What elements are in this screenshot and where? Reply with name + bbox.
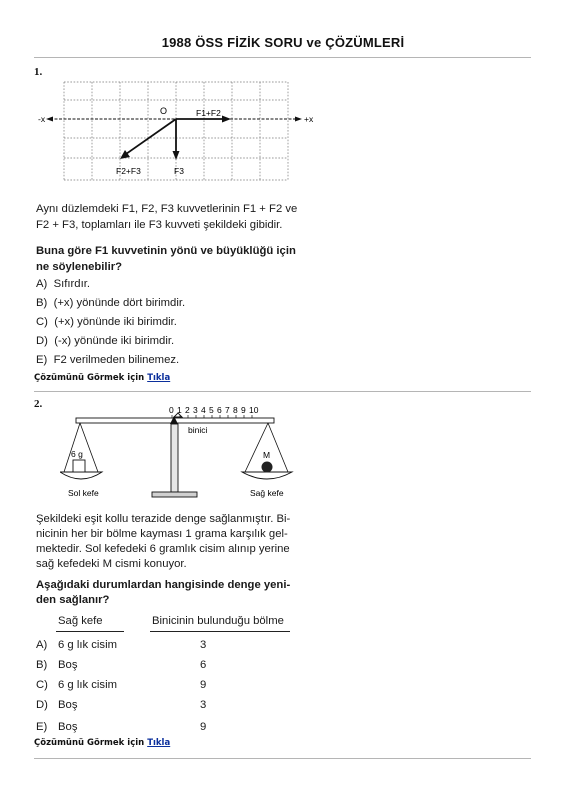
page-title: 1988 ÖSS FİZİK SORU ve ÇÖZÜMLERİ (161, 35, 405, 50)
axis-right-arrow (295, 117, 302, 122)
q2-solution-line (34, 738, 170, 748)
left-pan (60, 472, 102, 479)
svg-text:9: 9 (241, 405, 246, 415)
vector-f3-head (173, 151, 180, 160)
q2-option-c: C) (36, 679, 48, 691)
q1-option-a: A) Sıfırdır. (36, 278, 90, 290)
q2-option-b-pan: Boş (58, 659, 78, 671)
rider-label: binici (188, 425, 208, 435)
q2-question-line-2: den sağlanır? (36, 594, 110, 606)
solution-prefix: Çözümünü Görmek için (34, 373, 145, 383)
label-f2f3: F2+F3 (116, 166, 141, 176)
q2-option-c-pan: 6 g lık cisim (58, 679, 118, 691)
table-header-underline (150, 631, 290, 632)
q2-solution-link[interactable]: Tıkla (147, 738, 171, 748)
right-pan (242, 472, 292, 479)
right-mass-label: M (263, 450, 271, 460)
q2-option-b: B) (36, 659, 48, 671)
question-number: 2. (34, 398, 43, 410)
origin-label: O (160, 106, 168, 116)
q2-option-e-slot: 9 (200, 721, 207, 733)
q2-stem-line-1: Şekildeki eşit kollu terazide denge sağlanmıştır. Bi- (36, 513, 291, 525)
stand-post (171, 424, 178, 492)
table-header-pan: Sağ kefe (58, 615, 103, 627)
svg-text:2: 2 (185, 405, 190, 415)
q1-question-line-2: ne söylenebilir? (36, 261, 123, 273)
q1-option-b: B) (+x) yönünde dört birimdir. (36, 297, 186, 309)
left-mass-label: 6 g (71, 449, 83, 459)
table-header-underline (56, 631, 124, 632)
q2-stem-line-4: sağ kefedeki M cismi konuyor. (36, 558, 187, 570)
left-mass-block (73, 460, 85, 472)
q1-solution-link[interactable]: Tıkla (147, 373, 171, 383)
q1-option-c: C) (+x) yönünde iki birimdir. (36, 316, 177, 328)
q1-option-e: E) F2 verilmeden bilinemez. (36, 354, 180, 366)
q2-option-a: A) (36, 639, 48, 651)
svg-text:5: 5 (209, 405, 214, 415)
label-f3: F3 (174, 166, 184, 176)
svg-text:0: 0 (169, 405, 174, 415)
axis-left-arrow (46, 117, 53, 122)
svg-text:7: 7 (225, 405, 230, 415)
divider (34, 57, 531, 58)
q1-stem-line-1: Aynı düzlemdeki F1, F2, F3 kuvvetlerinin F1 + F2 ve (36, 203, 298, 215)
q1-stem-line-2: F2 + F3, toplamları ile F3 kuvveti şekildeki gibidir. (36, 219, 283, 231)
beam-ticks (172, 415, 252, 418)
q2-option-e-pan: Boş (58, 721, 78, 733)
q1-option-d: D) (-x) yönünde iki birimdir. (36, 335, 175, 347)
q1-solution-line (34, 373, 170, 383)
q2-stem-line-2: nicinin her bir bölme kayması 1 grama karşılık gel- (36, 528, 288, 540)
vector-f2f3 (126, 119, 176, 154)
axis-right-label: +x (304, 114, 314, 124)
q2-option-d-slot: 3 (200, 699, 207, 711)
solution-prefix: Çözümünü Görmek için (34, 738, 145, 748)
svg-text:10: 10 (249, 405, 259, 415)
q2-option-a-slot: 3 (200, 639, 207, 651)
balance-scale-figure (60, 402, 310, 504)
q2-option-b-slot: 6 (200, 659, 207, 671)
divider (34, 391, 531, 392)
stand-base (152, 492, 197, 497)
right-mass-ball (262, 462, 273, 473)
q2-option-a-pan: 6 g lık cisim (58, 639, 118, 651)
divider (34, 758, 531, 759)
q2-question-line-1: Aşağıdaki durumlardan hangisinde denge yeni- (36, 579, 291, 591)
question-number: 1. (34, 66, 43, 78)
q2-option-c-slot: 9 (200, 679, 207, 691)
left-pan-label: Sol kefe (68, 488, 99, 498)
vector-f1f2-head (222, 116, 231, 123)
svg-text:8: 8 (233, 405, 238, 415)
beam-scale-digits (169, 405, 259, 415)
label-f1f2: F1+F2 (196, 108, 221, 118)
q2-option-d-pan: Boş (58, 699, 78, 711)
q2-stem-line-3: mektedir. Sol kefedeki 6 gramlık cisim alınıp yerine (36, 543, 290, 555)
q1-question-line-1: Buna göre F1 kuvvetinin yönü ve büyüklüğü için (36, 245, 296, 257)
axis-left-label: -x (38, 114, 46, 124)
svg-text:1: 1 (177, 405, 182, 415)
q2-option-d: D) (36, 699, 48, 711)
table-header-slot: Binicinin bulunduğu bölme (152, 615, 284, 627)
svg-text:6: 6 (217, 405, 222, 415)
svg-text:4: 4 (201, 405, 206, 415)
vector-grid-figure (36, 80, 326, 184)
right-pan-label: Sağ kefe (250, 488, 284, 498)
svg-text:3: 3 (193, 405, 198, 415)
q2-option-e: E) (36, 721, 48, 733)
